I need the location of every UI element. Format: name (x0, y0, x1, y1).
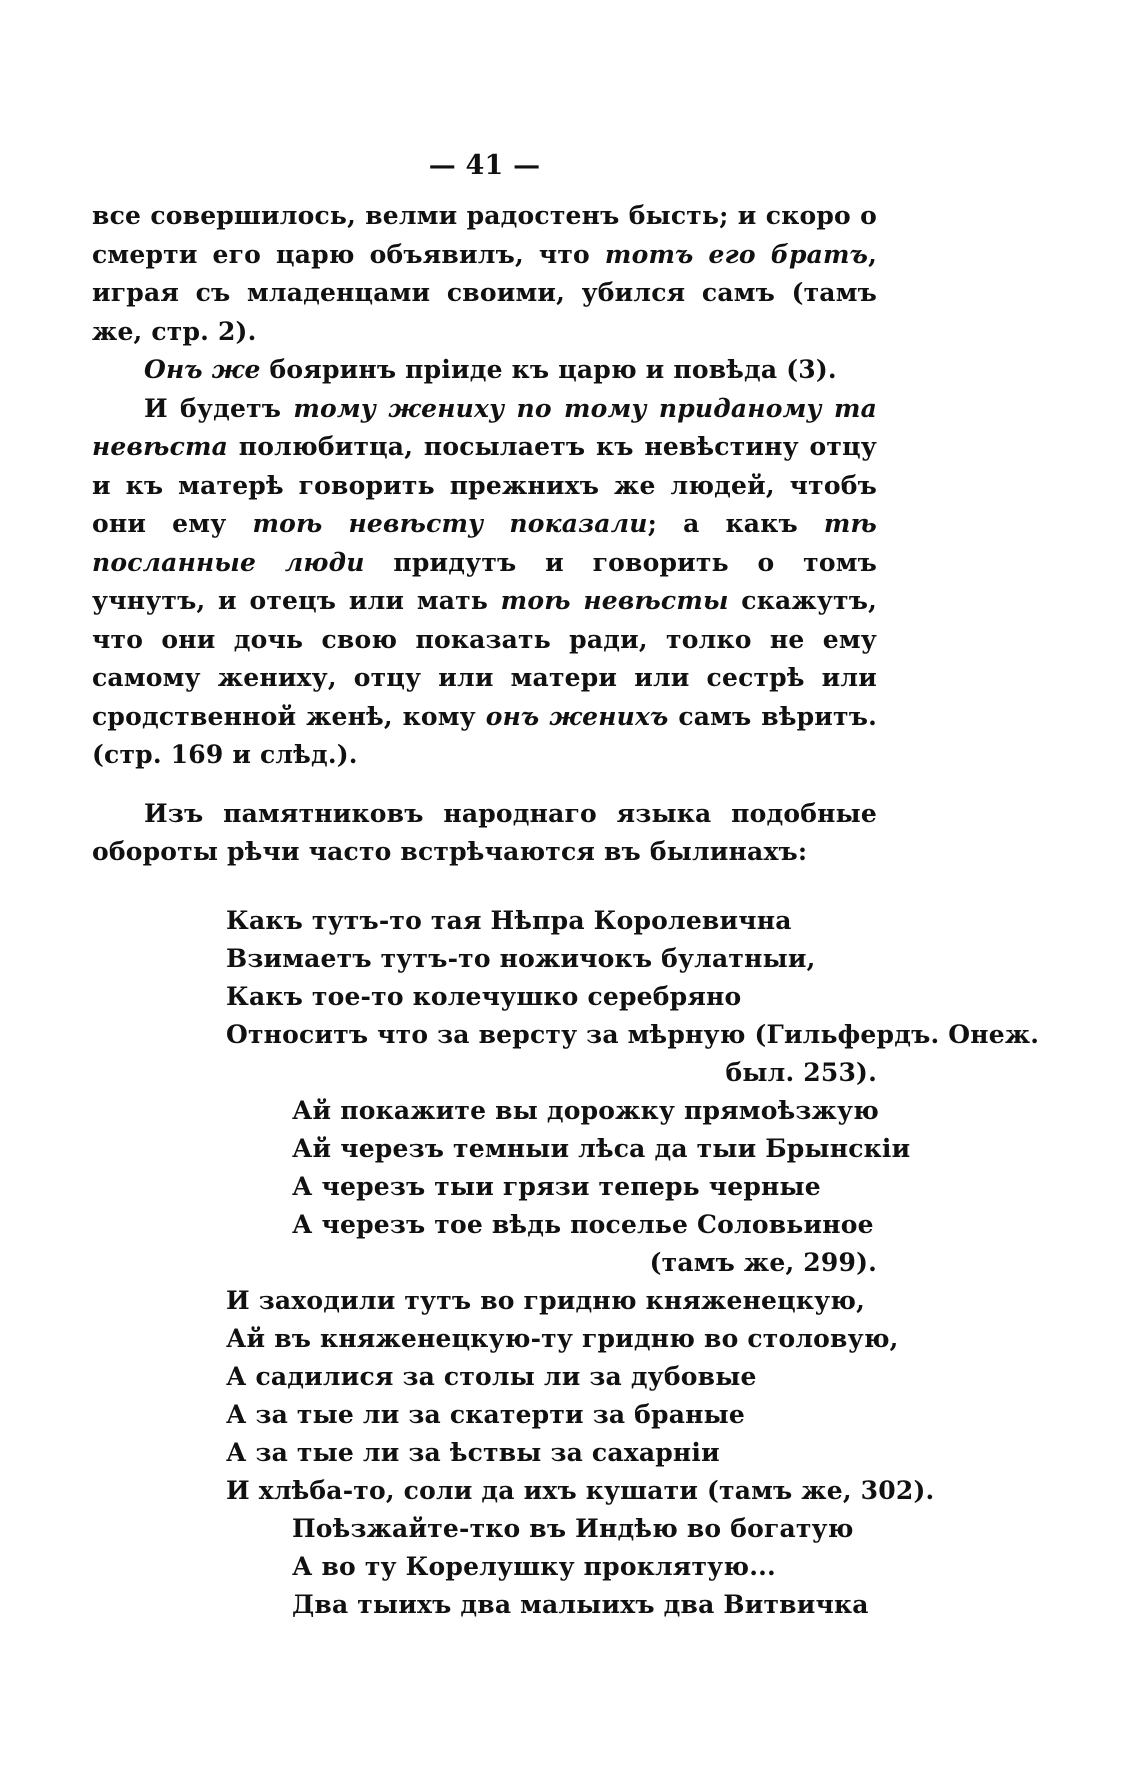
verse-line: А во ту Корелушку проклятую... (292, 1551, 776, 1581)
paragraph-3-italic-1: тому жениху по тому приданому та невѣста (92, 393, 877, 461)
paragraph-1-pre: все совершилось, велми радостенъ бысть; и скоро о смерти его царю объявилъ, что (92, 201, 877, 269)
paragraph-3-italic-5: онъ женихъ (485, 701, 669, 731)
page-number: — 41 — (428, 150, 541, 181)
verse-reference: (тамъ же, 299). (649, 1247, 877, 1277)
paragraph-3-post: самъ вѣритъ. (стр. 169 и слѣд.). (92, 701, 878, 769)
paragraph-1-italic: тотъ его братъ (604, 239, 869, 269)
verse-line: А черезъ тое вѣдь поселье Соловьиное (292, 1209, 874, 1239)
paragraph-2 (92, 351, 877, 390)
verse-line: Два тыихъ два малыихъ два Витвичка (292, 1589, 869, 1619)
paragraph-3-mid-3: придутъ и говорить о томъ учнутъ, и отецъ или мать (92, 547, 877, 615)
verse-line: Ай покажите вы дорожку прямоѣзжую (292, 1095, 880, 1125)
verse-block (92, 902, 1040, 1624)
verse-line: Относитъ что за версту за мѣрную (Гильфердъ. Онеж. (226, 1019, 1040, 1049)
paragraph-3 (92, 390, 877, 775)
paragraph-4: Изъ памятниковъ народнаго языка подобные обороты рѣчи часто встрѣчаются въ былинахъ: (92, 798, 877, 866)
paragraph-1 (92, 197, 877, 351)
verse-line: Ай въ княженецкую-ту гридню во столовую, (226, 1323, 899, 1353)
paragraph-3-italic-4: тоѣ невѣсты (500, 586, 729, 615)
verse-line: Какъ тутъ-то тая Нѣпра Королевична (226, 905, 792, 935)
verse-line: Какъ тое-то колечушко серебряно (226, 981, 742, 1011)
verse-line: И заходили тутъ во гридню княженецкую, (226, 1285, 866, 1315)
paragraph-3-italic-2: тоѣ невѣсту показали (252, 509, 648, 538)
paragraph-3-mid-2: ; а какъ (647, 509, 824, 538)
page (92, 150, 1040, 1624)
verse-reference: был. 253). (725, 1057, 877, 1087)
verse-line: А черезъ тыи грязи теперь черные (292, 1171, 821, 1201)
paragraph-2-post: бояринъ пріиде къ царю и повѣда (3). (260, 355, 837, 384)
paragraph-3-pre: И будетъ (144, 393, 294, 423)
verse-line: И хлѣба-то, соли да ихъ кушати (тамъ же, 302). (226, 1475, 935, 1505)
paragraph-1-post: , играя съ младенцами своими, убился самъ (тамъ же, стр. 2). (92, 239, 877, 346)
verse-line: А садилися за столы ли за дубовые (226, 1361, 757, 1391)
verse-line: Ай черезъ темныи лѣса да тыи Брынскіи (292, 1133, 911, 1163)
paragraph-3-italic-3: тѣ посланные люди (92, 509, 877, 577)
verse-line: А за тые ли за ѣствы за сахарніи (226, 1437, 720, 1467)
paragraph-3-mid-4: скажутъ, что они дочь свою показать ради, толко не ему самому жениху, отцу или матери или сестрѣ или сродственной женѣ, кому (92, 586, 877, 731)
verse-line: Поѣзжайте-тко въ Индѣю во богатую (292, 1513, 854, 1543)
verse-line: А за тые ли за скатерти за браные (226, 1399, 745, 1429)
paragraph-2-italic: Онъ же (144, 355, 261, 384)
paragraph-3-mid-1: полюбитца, посылаетъ къ невѣстину отцу и къ матерѣ говорить прежнихъ же людей, чтобъ они ему (92, 432, 877, 538)
verse-line: Взимаетъ тутъ-то ножичокъ булатныи, (226, 943, 816, 973)
